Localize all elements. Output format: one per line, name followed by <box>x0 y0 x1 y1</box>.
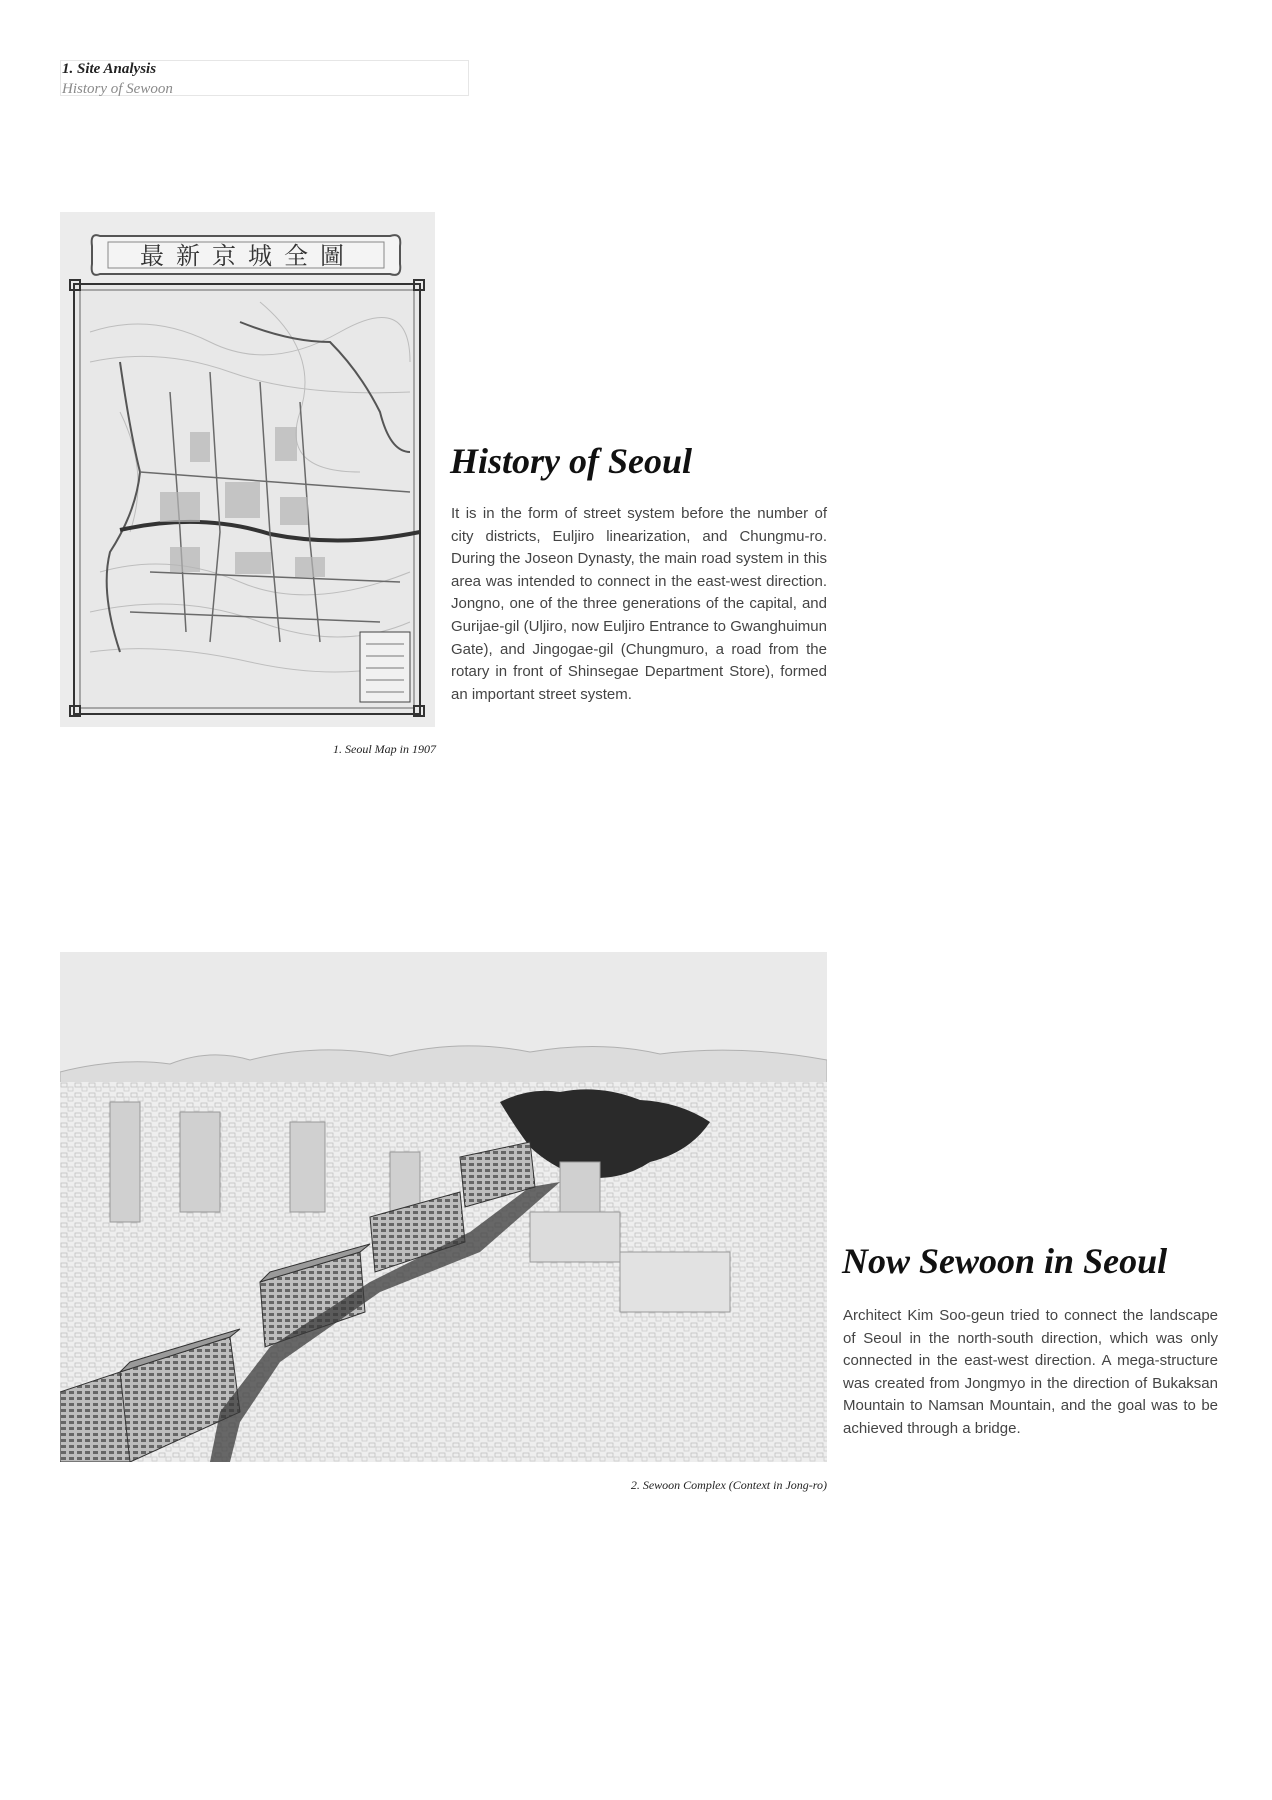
now-title: Now Sewoon in Seoul <box>842 1241 1168 1281</box>
section-label: 1. Site Analysis <box>62 61 157 77</box>
now-body: Architect Kim Soo-geun tried to connect the landscape of Seoul in the north-south direction, which was only connected in the east-west direction. A mega-structure was created from Jongmyo in the direction of Bukaksan Mountain to Namsan Mountain, and the goal was to be achieved through a bridge. <box>843 1307 1218 1437</box>
sewoon-complex-figure <box>60 952 827 1462</box>
seoul-map-image <box>60 212 435 727</box>
figure2-caption: 2. Sewoon Complex (Context in Jong-ro) <box>630 1478 827 1492</box>
sewoon-complex-image <box>60 952 827 1462</box>
history-title: History of Seoul <box>450 441 693 481</box>
figure1-caption: 1. Seoul Map in 1907 <box>333 742 436 756</box>
map-title-text: 最新京城全圖 <box>140 242 356 270</box>
history-body: It is in the form of street system before the number of city districts, Euljiro linearization, and Chungmu-ro. During the Joseon Dynasty, the main road system in this area was intended to connect in the east-west direction. Jongno, one of the three generations of the capital, and Gurijae-gil (Uljiro, now Euljiro Entrance to Gwanghuimun Gate), and Jingogae-gil (Chungmuro, a road from the rotary in front of Shinsegae Department Store), formed an important street system. <box>451 505 827 703</box>
seoul-map-figure <box>60 212 435 727</box>
section-subtitle: History of Sewoon <box>62 81 173 97</box>
page-header <box>60 60 469 96</box>
